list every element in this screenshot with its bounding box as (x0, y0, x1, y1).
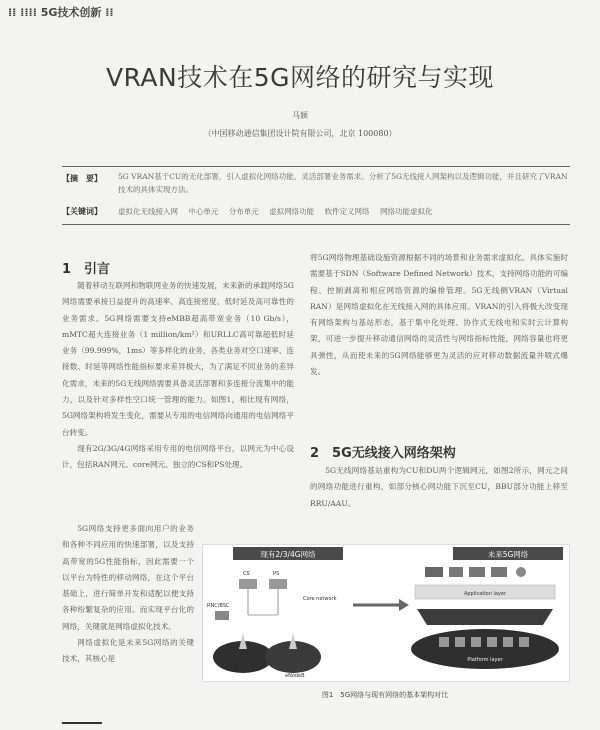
control-layer (417, 609, 553, 625)
abstract-label: 【摘 要】 (62, 174, 102, 183)
label-cs: CS (243, 571, 250, 577)
keywords-list (118, 206, 568, 217)
device-iot-icon (516, 567, 526, 577)
server-icon (455, 637, 465, 647)
figure-caption: 图1 5G网络与现有网络的基本架构对比 (321, 691, 449, 699)
paper-title: VRAN技术在5G网络的研究与实现 (105, 63, 495, 92)
abstract-text: 5G VRAN基于CU的无化部署，引入虚拟化网络功能，灵活部署业务需求。分析了5G无线接入网架构以及逻辑功能，并且研究了VRAN技术的具体实现方法。 (118, 172, 568, 194)
server-icon (471, 637, 481, 647)
label-rnc: RNC/BSC (207, 603, 230, 609)
server-icon (439, 637, 449, 647)
device-home-icon (469, 567, 485, 577)
right-column-section2 (310, 463, 568, 512)
left-column-narrow (62, 521, 194, 668)
rnc-node (215, 611, 229, 620)
label-application-layer: Application layer (463, 591, 507, 597)
section-2-heading: 2 5G无线接入网络架构 (310, 446, 456, 461)
keyword: 网络功能虚拟化 (379, 207, 433, 216)
left-column-body (62, 278, 294, 474)
label-core: Core network (303, 596, 337, 602)
keyword: 虚拟网络功能 (269, 207, 315, 216)
keyword: 分布单元 (228, 207, 259, 216)
paragraph: 5G网络支持更多面向用户的业务和各种不同应用的快速部署，以及支持高带宽的5G性能指标，因此需要一个以平台为特性的移动网络，在这个平台基础上，进行简单开发和适配以便支持各种纷繁复杂的应用。而实现平台化的网络，关键就是网络虚拟化技术。 (62, 524, 194, 631)
paragraph: 网络虚拟化是未来5G网络的关键技术，其核心是 (62, 638, 194, 664)
right-column-body (310, 250, 568, 380)
section-1-heading: 1 引言 (62, 262, 111, 277)
paragraph: 随着移动互联网和物联网业务的快速发展，未来新的承载网络5G网络需要承接日益提升的高速率、高连接密度、低时延及高可靠性的业务需求。5G网络需要支持eMBB超高带宽业务（10 Gb/s），mMTC超大连接业务（1 million/km²）和URLLC高可靠超低时延业务（99.999%，1ms）等多样化的业务，各类业务对空口速率、连接数、时延等网络性能指标要求差异极大，为了满足不同业务的差异化需求，未来的5G无线网络需要具备灵活部署和多连接分流集中的能力，以及针对多样性空口统一管理的能力。如图1，相比现有网络，5G网络架构将发生变化，需要从专用的电信网络向通用的电信网络平台转变。 (62, 281, 294, 437)
paragraph: 现有2G/3G/4G网络采用专用的电信网络平台，以网元为中心设计，包括RAN网元、core网元、独立的CS和PS处理。 (62, 443, 294, 470)
paragraph: 将5G网络物理基础设施资源根据不同的场景和业务需求虚拟化。具体实施时需要基于SDN（Software Defined Network）技术，支持网络功能的可编程、控制剥离和相应网络资源的编排管理。5G无线侧VRAN（Virtual RAN）是网络虚拟化在无线接入网的具体应用。VRAN的引入将极大改变现有网络架构与基站形态，基于集中化处理、协作式无线电和实时云计算构架，可进一步提升移动通信网络的灵活性与网络指标性能，网络容量也将更具弹性，从而使未来的5G网络能够更为灵活的应对移动数据流量井喷式爆发。 (310, 253, 568, 377)
abstract-bottom-rule (62, 224, 570, 225)
label-enodeb: eNodeB (285, 673, 305, 679)
cs-node (239, 579, 257, 589)
server-icon (487, 637, 497, 647)
keyword: 中心单元 (188, 207, 219, 216)
architecture-diagram (203, 545, 569, 681)
figure-1 (202, 544, 570, 682)
left-figure-title: 现有2/3/4G网络 (260, 550, 316, 559)
keyword: 软件定义网络 (324, 207, 370, 216)
author: 马颖 (292, 111, 308, 120)
device-monitor-icon (491, 567, 507, 577)
footer-rule (62, 722, 102, 724)
keywords-label: 【关键词】 (62, 207, 102, 216)
server-icon (503, 637, 513, 647)
affiliation: （中国移动通信集团设计院有限公司，北京 100080） (203, 129, 397, 138)
tower-icon (239, 633, 247, 649)
label-ps: PS (273, 571, 280, 577)
device-car-icon (425, 567, 443, 577)
keyword: 虚拟化无线接入网 (118, 207, 178, 216)
server-icon (519, 637, 529, 647)
right-figure-title: 未来5G网络 (487, 550, 529, 559)
platform-cloud (411, 629, 559, 669)
paragraph: 5G无线网络基站重构为CU和DU两个逻辑网元，如图2所示，网元之间的网络功能进行重构，如部分核心网功能下沉至CU，BBU部分功能上移至RRU/AAU。 (310, 466, 568, 508)
journal-header: ⁞⁞ ⁞⁞⁞⁞ 5G技术创新 ⁞⁞ (8, 6, 114, 19)
device-phone-icon (449, 567, 463, 577)
abstract-top-rule (62, 166, 570, 167)
label-platform-layer: Platform layer (467, 657, 503, 663)
tower-icon (289, 633, 297, 649)
arrow-right-icon (399, 599, 409, 611)
ps-node (269, 579, 287, 589)
